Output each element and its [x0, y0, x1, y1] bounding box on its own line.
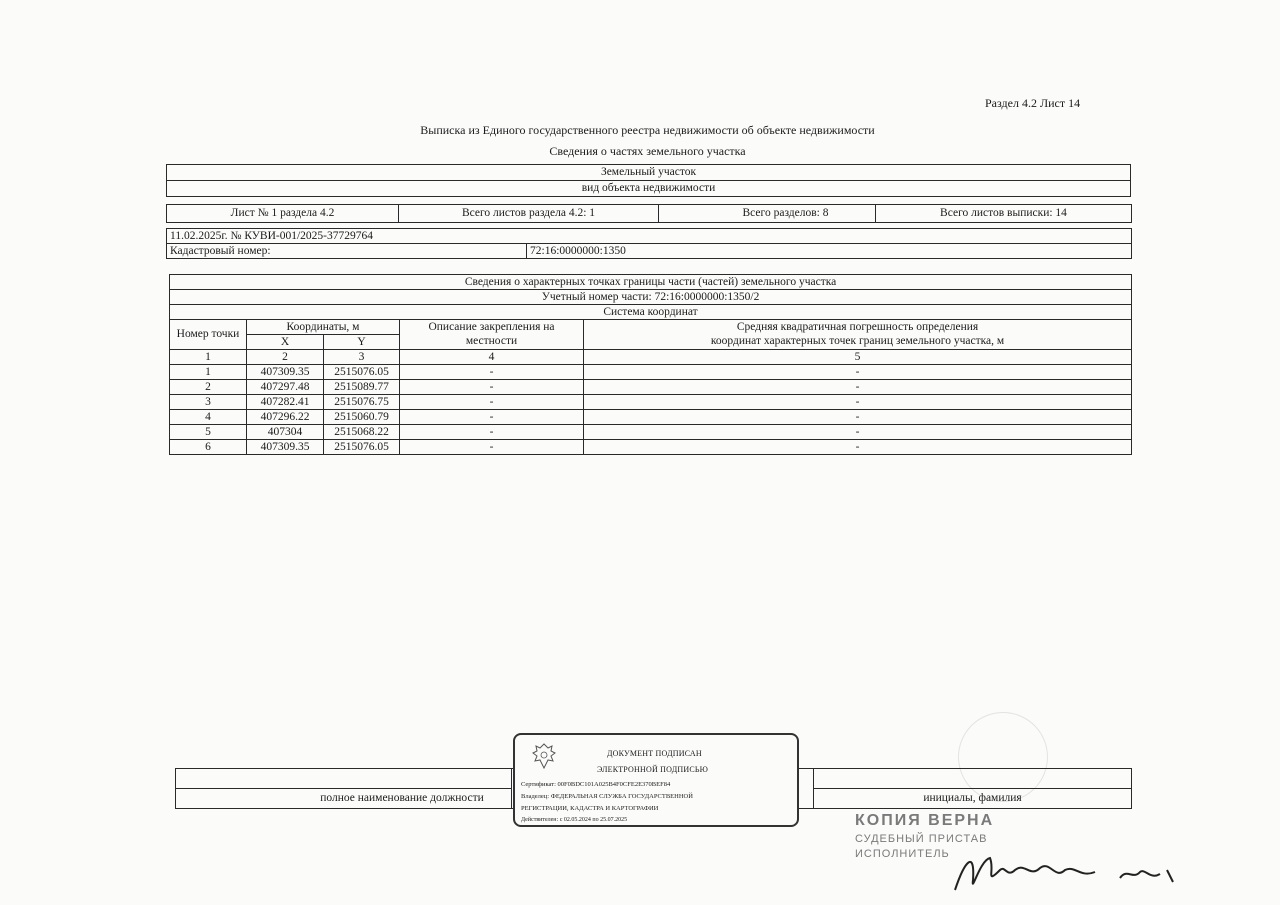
point-number: 5	[170, 425, 247, 440]
esign-certificate: Сертификат: 00F0BDC101A025B4F0CFE2E370BEF84	[521, 781, 671, 788]
esign-line1: ДОКУМЕНТ ПОДПИСАН	[607, 749, 702, 758]
object-type-table	[166, 164, 1131, 197]
header-accuracy-line2: координат характерных точек границ земельного участка, м	[710, 334, 1005, 347]
point-number: 4	[170, 410, 247, 425]
point-accuracy: -	[584, 380, 1132, 395]
point-accuracy: -	[584, 410, 1132, 425]
esign-validity: Действителен: с 02.05.2024 по 25.07.2025	[521, 817, 628, 823]
object-type: Земельный участок	[167, 165, 1131, 181]
point-fixation: -	[400, 440, 584, 455]
point-accuracy: -	[584, 365, 1132, 380]
point-x: 407282.41	[247, 395, 324, 410]
point-x: 407309.35	[247, 440, 324, 455]
point-accuracy: -	[584, 395, 1132, 410]
point-y: 2515076.05	[324, 440, 400, 455]
col-number: 3	[324, 350, 400, 365]
cadastral-table	[166, 228, 1132, 259]
table-row	[170, 380, 1132, 395]
point-y: 2515089.77	[324, 380, 400, 395]
table-row	[170, 440, 1132, 455]
point-fixation: -	[400, 395, 584, 410]
esign-line2: ЭЛЕКТРОННОЙ ПОДПИСЬЮ	[597, 765, 709, 774]
document-title: Выписка из Единого государственного реестра недвижимости об объекте недвижимости	[420, 123, 875, 137]
point-y: 2515060.79	[324, 410, 400, 425]
point-x: 407297.48	[247, 380, 324, 395]
point-accuracy: -	[584, 425, 1132, 440]
part-number: Учетный номер части: 72:16:0000000:1350/2	[170, 290, 1132, 305]
point-fixation: -	[400, 365, 584, 380]
point-x: 407296.22	[247, 410, 324, 425]
point-number: 2	[170, 380, 247, 395]
point-accuracy: -	[584, 440, 1132, 455]
table-row	[170, 425, 1132, 440]
header-x: X	[247, 335, 324, 350]
boundary-points-table	[169, 274, 1132, 455]
table-row	[170, 365, 1132, 380]
handwritten-signature	[945, 840, 1185, 900]
point-number: 6	[170, 440, 247, 455]
copy-stamp-line2: СУДЕБНЫЙ ПРИСТАВ	[855, 833, 988, 845]
coat-of-arms-icon	[529, 741, 559, 771]
total-section-sheets: Всего листов раздела 4.2: 1	[399, 205, 659, 223]
point-x: 407309.35	[247, 365, 324, 380]
points-title: Сведения о характерных точках границы части (частей) земельного участка	[170, 275, 1132, 290]
point-x: 407304	[247, 425, 324, 440]
col-number: 1	[170, 350, 247, 365]
header-accuracy	[584, 320, 1132, 350]
name-caption: инициалы, фамилия	[814, 789, 1132, 809]
cadastral-value: 72:16:0000000:1350	[527, 244, 1132, 259]
copy-stamp-line3: ИСПОЛНИТЕЛЬ	[855, 848, 950, 860]
header-accuracy-line1: Средняя квадратичная погрешность определения	[736, 321, 979, 334]
col-number: 4	[400, 350, 584, 365]
point-y: 2515068.22	[324, 425, 400, 440]
electronic-signature-stamp	[513, 733, 799, 827]
header-coordinates: Координаты, м	[247, 320, 400, 335]
point-fixation: -	[400, 380, 584, 395]
cadastral-label: Кадастровый номер:	[167, 244, 527, 259]
sheet-number: Лист № 1 раздела 4.2	[167, 205, 399, 223]
header-point-number: Номер точки	[170, 320, 247, 350]
table-row	[170, 395, 1132, 410]
total-sections: Всего разделов: 8	[659, 205, 876, 223]
object-type-caption: вид объекта недвижимости	[167, 181, 1131, 197]
header-y: Y	[324, 335, 400, 350]
col-number: 2	[247, 350, 324, 365]
header-fixation: Описание закрепления на местности	[400, 320, 584, 350]
section-sheet-number: Раздел 4.2 Лист 14	[985, 96, 1081, 110]
position-caption: полное наименование должности	[176, 789, 512, 809]
col-number: 5	[584, 350, 1132, 365]
point-y: 2515076.05	[324, 365, 400, 380]
point-number: 1	[170, 365, 247, 380]
coordinate-system: Система координат	[170, 305, 1132, 320]
point-fixation: -	[400, 425, 584, 440]
total-extract-sheets: Всего листов выписки: 14	[876, 205, 1132, 223]
document-reference: 11.02.2025г. № КУВИ-001/2025-37729764	[167, 229, 1132, 244]
document-subtitle: Сведения о частях земельного участка	[549, 144, 746, 158]
point-y: 2515076.75	[324, 395, 400, 410]
copy-stamp-line1: КОПИЯ ВЕРНА	[855, 812, 995, 829]
esign-owner-line1: Владелец: ФЕДЕРАЛЬНАЯ СЛУЖБА ГОСУДАРСТВЕННОЙ	[521, 793, 693, 800]
esign-owner-line2: РЕГИСТРАЦИИ, КАДАСТРА И КАРТОГРАФИИ	[521, 805, 659, 812]
table-row	[170, 410, 1132, 425]
sheet-meta-table	[166, 204, 1132, 223]
point-fixation: -	[400, 410, 584, 425]
point-number: 3	[170, 395, 247, 410]
